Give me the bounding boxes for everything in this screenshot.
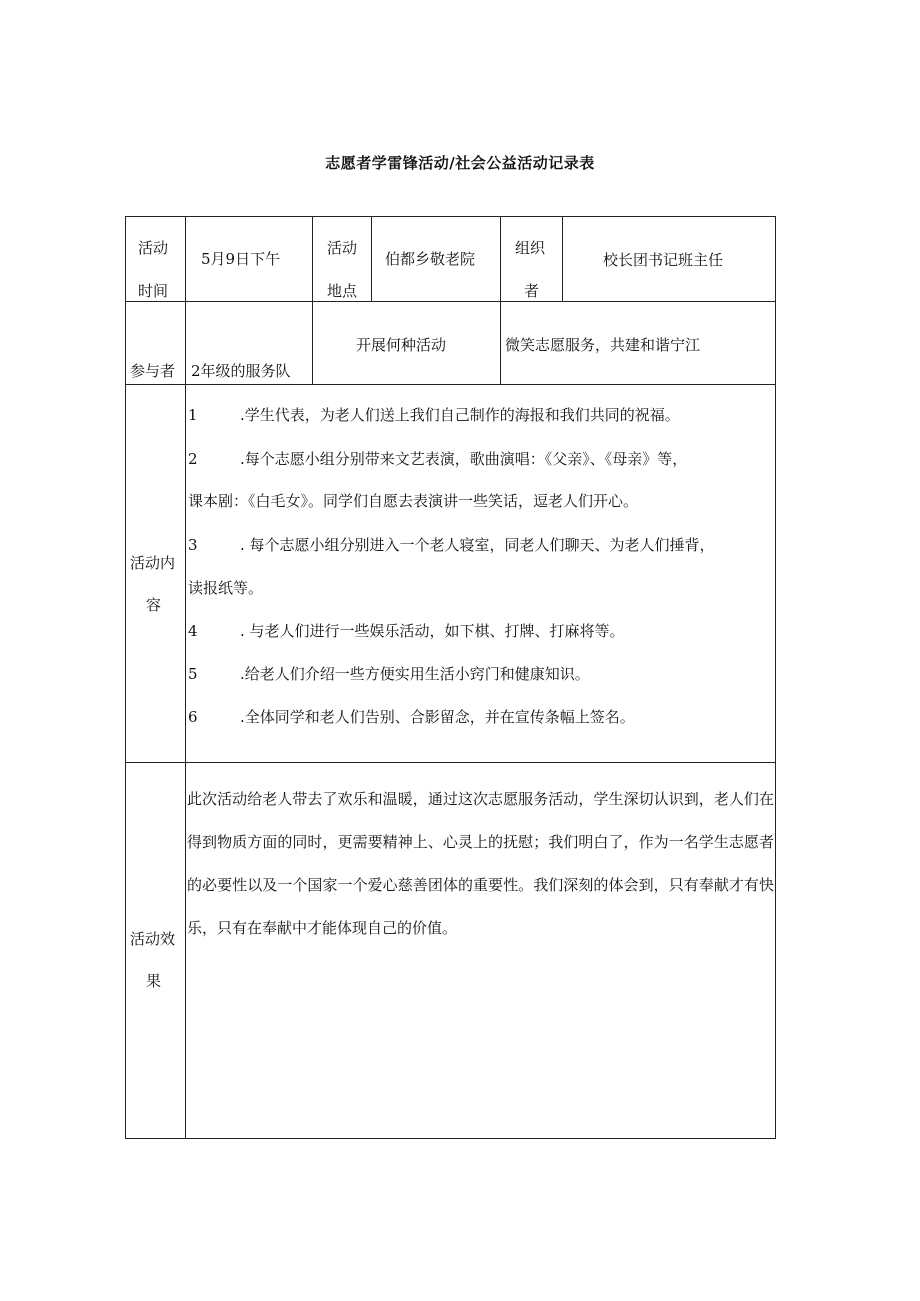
item-line: 课本剧：《白毛女》。同学们自愿去表演讲一些笑话，逗老人们开心。 [188,492,639,510]
item-number: 4 [188,622,198,640]
item-number: 2 [188,450,198,468]
effect-text: 此次活动给老人带去了欢乐和温暖，通过这次志愿服务活动，学生深切认识到，老人们在得到物质方面的同时，更需要精神上、心灵上的抚慰；我们明白了，作为一名学生志愿者的必要性以及一个国家一个爱心慈善团体的重要性。我们深刻的体会到，只有奉献才有快乐，只有在奉献中才能体现自己的价值。 [187,790,774,937]
place-label: 活动 [327,239,358,257]
organizer-label-2: 者 [524,282,540,300]
item-line: .每个志愿小组分别带来文艺表演，歌曲演唱：《父亲》、《母亲》等， [240,450,688,468]
col-divider [562,216,563,301]
page-title: 志愿者学雷锋活动/社会公益活动记录表 [325,154,595,172]
effect-label-2: 果 [146,972,162,990]
col-divider [185,762,186,1139]
item-line: 读报纸等。 [188,579,264,597]
place-label-2: 地点 [327,282,358,300]
row-divider [125,762,776,763]
row-divider [125,384,776,385]
participants-label: 参与者 [130,362,176,380]
item-line: . 每个志愿小组分别进入一个老人寝室，同老人们聊天、为老人们捶背， [240,536,715,554]
item-number: 3 [188,536,198,554]
col-divider [500,216,501,384]
organizer-value: 校长团书记班主任 [603,251,724,269]
item-line: .学生代表，为老人们送上我们自己制作的海报和我们共同的祝福。 [240,406,680,424]
activity-kind-value: 微笑志愿服务，共建和谐宁江 [505,336,701,354]
time-value: 5月9日下午 [201,250,281,268]
row-divider [125,301,776,302]
col-divider [185,216,186,762]
content-label-2: 容 [146,596,162,614]
item-line: . 与老人们进行一些娱乐活动，如下棋、打牌、打麻将等。 [240,622,625,640]
activity-kind-label: 开展何种活动 [356,336,447,354]
item-line: .给老人们介绍一些方便实用生活小窍门和健康知识。 [240,665,590,683]
effect-label: 活动效 [130,930,176,948]
content-label: 活动内 [130,554,176,572]
item-number: 5 [188,665,198,683]
participants-value: 2年级的服务队 [191,362,291,380]
organizer-label: 组织 [515,239,546,257]
col-divider [371,216,372,301]
col-divider [312,216,313,384]
item-number: 1 [188,406,198,424]
place-value: 伯都乡敬老院 [385,250,476,268]
time-label: 活动 [138,239,169,257]
time-label-2: 时间 [138,282,169,300]
item-line: .全体同学和老人们告别、合影留念，并在宣传条幅上签名。 [240,708,635,726]
item-number: 6 [188,708,198,726]
